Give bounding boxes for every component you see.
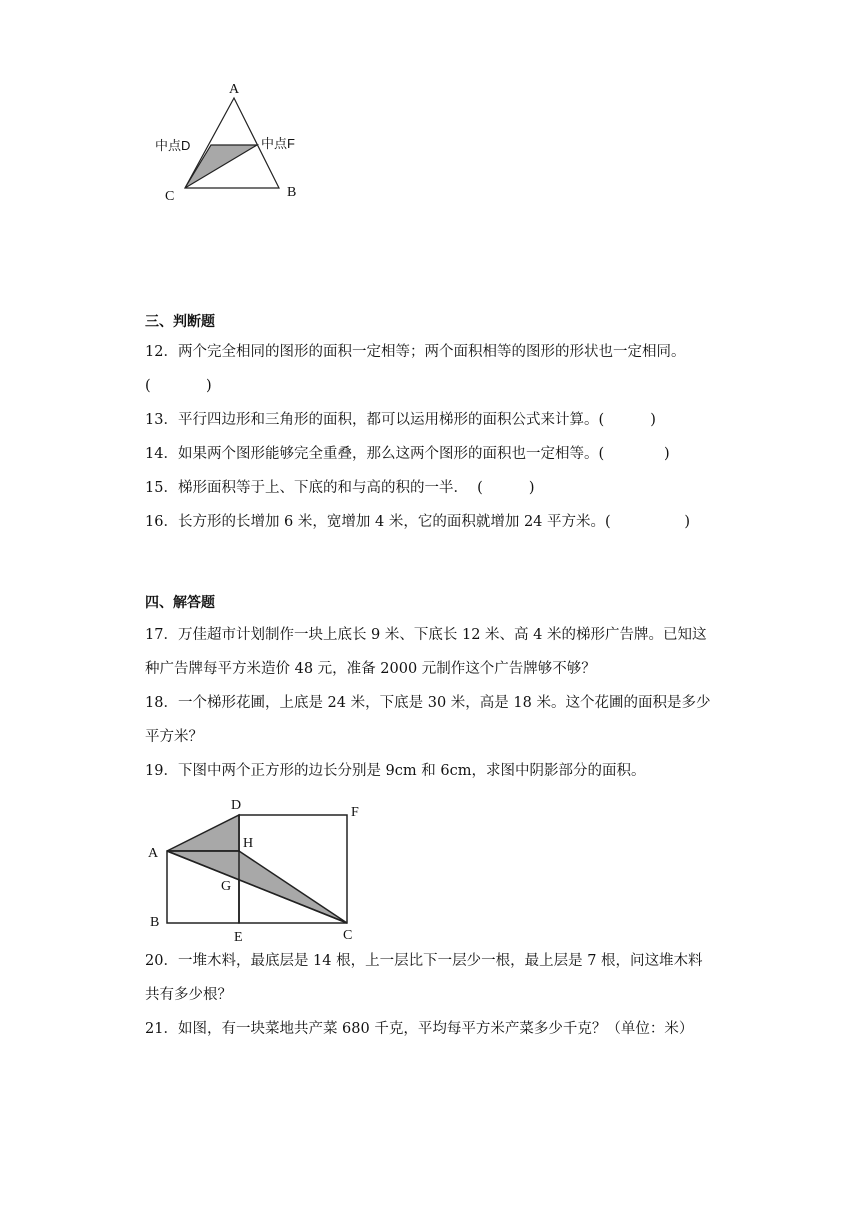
label-b2: B	[150, 915, 160, 930]
question-12-line-2: ( )	[145, 378, 212, 394]
segment-ac	[167, 851, 347, 923]
shaded-triangle	[185, 145, 257, 188]
question-14: 14．如果两个图形能够完全重叠，那么这两个图形的面积也一定相等。( )	[145, 446, 670, 462]
question-18-line-2: 平方米？	[145, 729, 203, 745]
label-midpoint-d: 中点D	[155, 138, 191, 153]
question-13: 13．平行四边形和三角形的面积，都可以运用梯形的面积公式来计算。( )	[145, 412, 656, 428]
question-17-line-1: 17．万佳超市计划制作一块上底长 9 米、下底长 12 米、高 4 米的梯形广告牌。已知这	[145, 627, 707, 643]
question-20-line-2: 共有多少根？	[145, 987, 232, 1003]
question-21: 21．如图，有一块菜地共产菜 680 千克，平均每平方米产菜多少千克？（单位：米）	[145, 1021, 694, 1037]
question-20-line-1: 20．一堆木料，最底层是 14 根，上一层比下一层少一根，最上层是 7 根，问这堆木料	[145, 953, 703, 969]
label-f: F	[351, 805, 359, 820]
label-e: E	[234, 930, 243, 945]
question-19: 19．下图中两个正方形的边长分别是 9cm 和 6cm，求图中阴影部分的面积。	[145, 763, 646, 779]
section-title-judge: 三、判断题	[145, 314, 215, 330]
label-b: B	[287, 185, 297, 200]
label-g: G	[221, 879, 232, 894]
question-15: 15．梯形面积等于上、下底的和与高的积的一半． ( )	[145, 480, 535, 496]
question-18-line-1: 18．一个梯形花圃，上底是 24 米，下底是 30 米，高是 18 米。这个花圃的面积是多少	[145, 695, 711, 711]
label-c: C	[165, 189, 175, 204]
label-a2: A	[148, 846, 159, 861]
question-12-line-1: 12．两个完全相同的图形的面积一定相等；两个面积相等的图形的形状也一定相同。	[145, 344, 686, 360]
triangle-figure	[145, 78, 345, 208]
label-midpoint-f: 中点F	[261, 136, 295, 151]
label-c2: C	[343, 928, 353, 943]
squares-figure	[140, 795, 380, 945]
question-17-line-2: 种广告牌每平方米造价 48 元，准备 2000 元制作这个广告牌够不够？	[145, 661, 596, 677]
label-h: H	[243, 836, 254, 851]
label-d: D	[231, 798, 242, 813]
section-title-answer: 四、解答题	[145, 595, 215, 611]
shaded-triangle-adh	[167, 815, 239, 851]
label-a: A	[229, 82, 240, 97]
question-16: 16．长方形的长增加 6 米，宽增加 4 米，它的面积就增加 24 平方米。( )	[145, 514, 691, 530]
